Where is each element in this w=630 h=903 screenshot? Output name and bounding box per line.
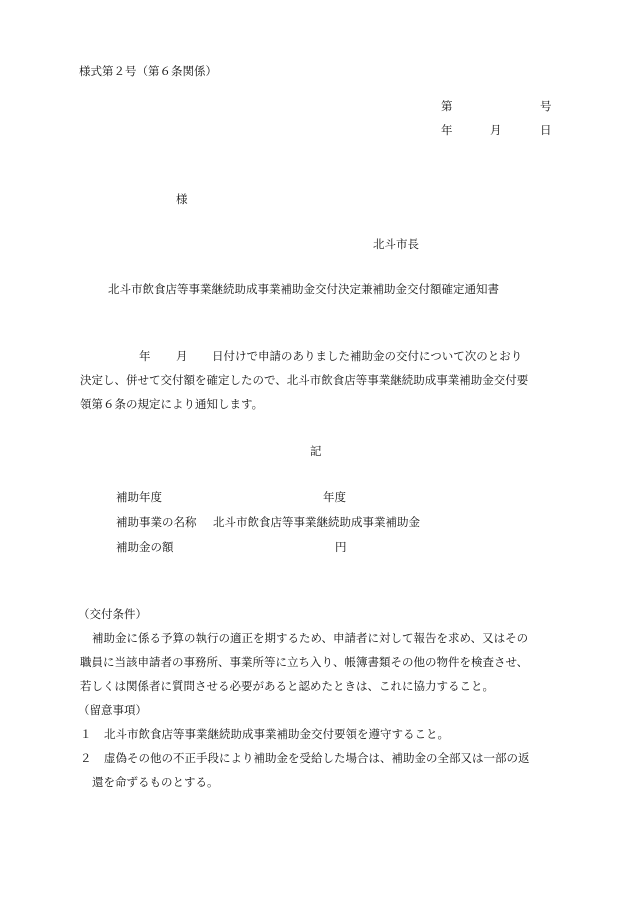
item-label: 補助金の額 (116, 540, 174, 554)
ki-heading: 記 (310, 444, 322, 458)
body-line2: 決定し、併せて交付額を確定したので、北斗市飲食店等事業継続助成事業補助金交付要 (80, 373, 529, 387)
note-text: 北斗市飲食店等事業継続助成事業補助金交付要領を遵守すること。 (104, 727, 449, 741)
note-text: 虚偽その他の不正手段により補助金を受給した場合は、補助金の全部又は一部の返 (104, 751, 530, 765)
form-number: 様式第２号（第６条関係） (79, 64, 217, 78)
note-text: 還を命ずるものとする。 (92, 775, 219, 789)
item-value: 年度 (323, 490, 346, 504)
date-day: 日 (540, 123, 552, 137)
issuer-name: 北斗市長 (373, 237, 419, 251)
addressee-honorific: 様 (176, 192, 188, 206)
conditions-heading: （交付条件） (78, 607, 147, 621)
doc-number-prefix: 第 (441, 99, 453, 113)
conditions-line: 補助金に係る予算の執行の適正を期するため、申請者に対して報告を求め、又はその (92, 631, 529, 645)
item-value: 北斗市飲食店等事業継続助成事業補助金 (213, 515, 420, 529)
body-month: 月 (176, 349, 188, 363)
notes-heading: （留意事項） (78, 703, 147, 717)
body-line3: 領第６条の規定により通知します。 (80, 397, 264, 411)
conditions-line: 職員に当該申請者の事務所、事業所等に立ち入り、帳簿書類その他の物件を検査させ、 (80, 655, 529, 669)
doc-number-suffix: 号 (540, 99, 552, 113)
document-title: 北斗市飲食店等事業継続助成事業補助金交付決定兼補助金交付額確定通知書 (108, 282, 499, 296)
item-value: 円 (335, 540, 347, 554)
date-year: 年 (441, 123, 453, 137)
body-year: 年 (139, 349, 151, 363)
note-number: ２ (80, 751, 92, 765)
date-month: 月 (490, 123, 502, 137)
item-label: 補助年度 (116, 490, 162, 504)
body-line1: 日付けで申請のありました補助金の交付について次のとおり (212, 349, 523, 363)
conditions-line: 若しくは関係者に質問させる必要があると認めたときは、これに協力すること。 (80, 679, 494, 693)
note-number: １ (80, 727, 92, 741)
item-label: 補助事業の名称 (116, 515, 197, 529)
